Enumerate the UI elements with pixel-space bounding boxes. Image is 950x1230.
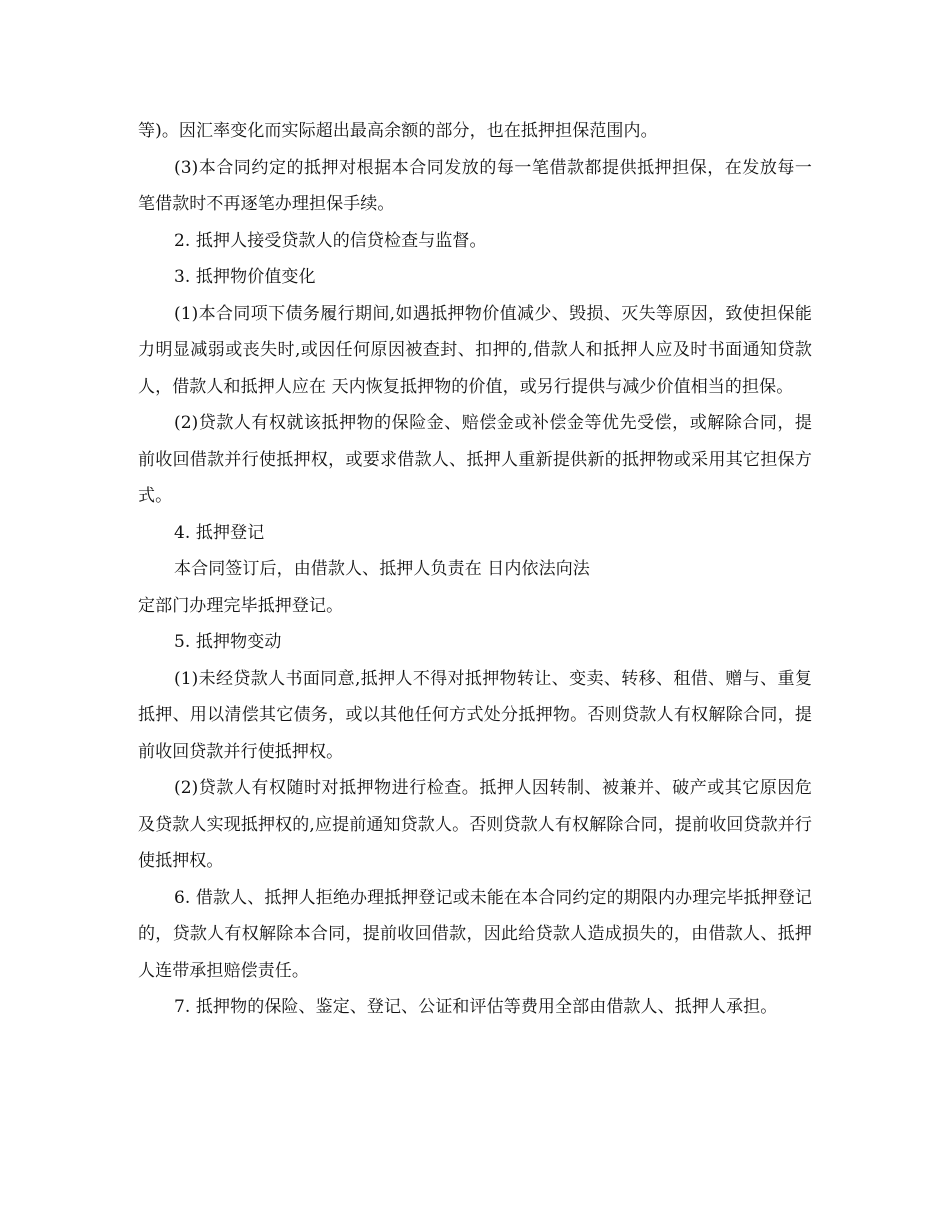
paragraph-9: 定部门办理完毕抵押登记。 bbox=[138, 595, 344, 616]
paragraph-4: 3. 抵押物价值变化 bbox=[174, 267, 316, 287]
document-page bbox=[138, 113, 812, 1026]
paragraph-7: 4. 抵押登记 bbox=[174, 522, 265, 543]
paragraph-1: 等)。因汇率变化而实际超出最高余额的部分，也在抵押担保范围内。 bbox=[138, 121, 658, 141]
paragraph-5: (1)本合同项下债务履行期间,如遇抵押物价值减少、毁损、灭失等原因，致使担保能力明显减弱或丧失时,或因任何原因被查封、扣押的,借款人和抵押人应及时书面通知贷款人，借款人和抵押人应在 天内恢复抵押物的价值，或另行提供与减少价值相当的担保。 bbox=[138, 303, 812, 397]
paragraph-10: 5. 抵押物变动 bbox=[174, 632, 282, 652]
paragraph-6: (2)贷款人有权就该抵押物的保险金、赔偿金或补偿金等优先受偿，或解除合同，提前收回借款并行使抵押权，或要求借款人、抵押人重新提供新的抵押物或采用其它担保方式。 bbox=[138, 413, 812, 506]
paragraph-11: (1)未经贷款人书面同意,抵押人不得对抵押物转让、变卖、转移、租借、赠与、重复抵押、用以清偿其它债务，或以其他任何方式处分抵押物。否则贷款人有权解除合同，提前收回贷款并行使抵押权。 bbox=[138, 668, 812, 762]
paragraph-14: 7. 抵押物的保险、鉴定、登记、公证和评估等费用全部由借款人、抵押人承担。 bbox=[174, 997, 778, 1017]
paragraph-8: 本合同签订后，由借款人、抵押人负责在 日内依法向法 bbox=[174, 559, 590, 579]
paragraph-13: 6. 借款人、抵押人拒绝办理抵押登记或未能在本合同约定的期限内办理完毕抵押登记的，贷款人有权解除本合同，提前收回借款，因此给贷款人造成损失的，由借款人、抵押人连带承担赔偿责任。 bbox=[138, 887, 812, 981]
paragraph-3: 2. 抵押人接受贷款人的信贷检查与监督。 bbox=[174, 230, 487, 251]
paragraph-2: (3)本合同约定的抵押对根据本合同发放的每一笔借款都提供抵押担保，在发放每一笔借款时不再逐笔办理担保手续。 bbox=[138, 157, 812, 214]
paragraph-12: (2)贷款人有权随时对抵押物进行检查。抵押人因转制、被兼并、破产或其它原因危及贷款人实现抵押权的,应提前通知贷款人。否则贷款人有权解除合同，提前收回贷款并行使抵押权。 bbox=[138, 778, 812, 871]
